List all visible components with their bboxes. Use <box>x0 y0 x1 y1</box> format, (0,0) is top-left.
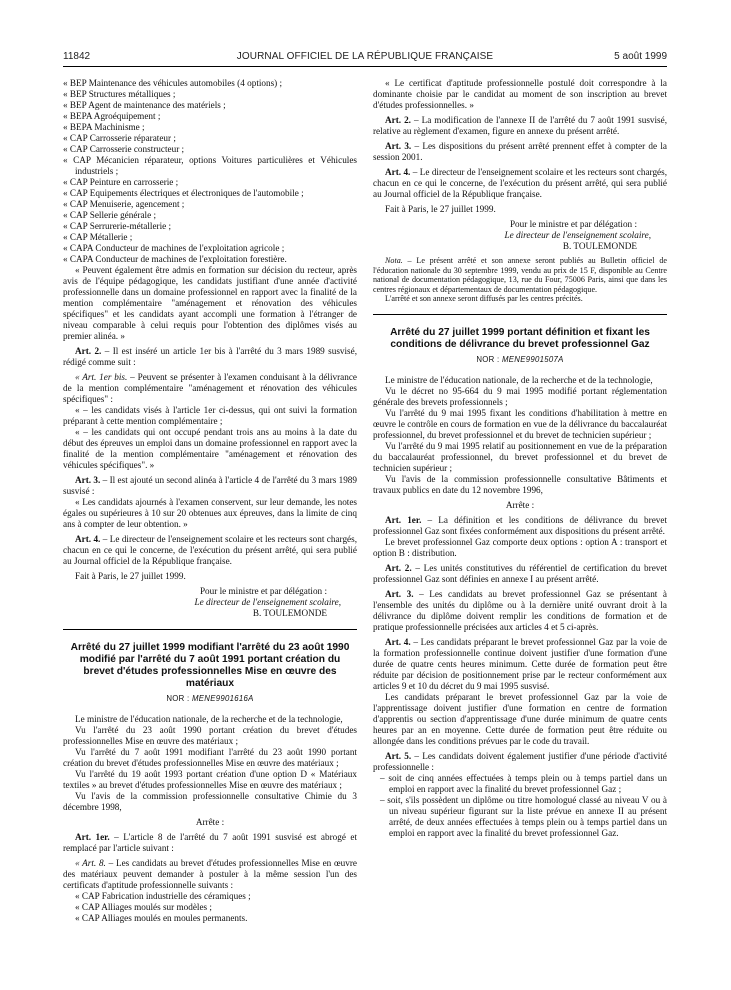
article-label: Art. 1er. <box>385 514 422 525</box>
preamble-line: Vu l'arrêté du 9 mai 1995 relatif au positionnement en vue de la préparation du baccalauréat professionnel, du brevet professionnel et du brevet de technicien supérieur ; <box>373 440 667 473</box>
preamble-line: Vu l'avis de la commission professionnelle consultative Bâtiments et travaux publics en date du 12 novembre 1996, <box>373 473 667 495</box>
article-label: Art. 3. <box>75 475 101 485</box>
article-2 <box>63 346 357 368</box>
preamble-line: Le ministre de l'éducation nationale, de la recherche et de la technologie, <box>75 714 343 724</box>
list-item: « – les candidats visés à l'article 1er ci-dessus, qui ont suivi la formation préparant à cette mention complémentaire ; <box>63 405 357 426</box>
list-item: « CAP Carrosserie constructeur ; <box>63 144 185 154</box>
list-item: « CAP Menuiserie, agencement ; <box>63 199 185 209</box>
article-8 <box>63 858 357 891</box>
article-3 <box>373 589 667 633</box>
article-text: – Peuvent se présenter à l'examen conduisant à la délivrance de la mention complémentaire "aménagement et rénovation des véhicules spécifiques" : <box>63 372 358 404</box>
article-3 <box>63 475 357 497</box>
list-item: « CAP Alliages moulés en moules permanents. <box>75 913 248 923</box>
nota-paragraph <box>373 256 667 294</box>
right-column <box>373 78 667 839</box>
list-item: « CAP Peinture en carrosserie ; <box>63 177 179 187</box>
article-label: Art. 4. <box>385 636 411 647</box>
list-item: « BEP Structures métalliques ; <box>63 89 176 99</box>
article-text: – Il est inséré un article 1er bis à l'arrêté du 3 mars 1989 susvisé, rédigé comme suit : <box>63 346 357 367</box>
preamble-line: Vu le décret no 95-664 du 9 mai 1995 modifié portant réglementation générale des brevets professionnels ; <box>373 385 667 407</box>
preamble-line: Vu l'arrêté du 9 mai 1995 fixant les conditions d'habilitation à mettre en œuvre le contrôle en cours de formation en vue de la délivrance du baccalauréat professionnel, du brevet professionnel et du brevet de technicien supérieur ; <box>373 407 667 440</box>
preamble-line: Vu l'arrêté du 23 août 1990 portant création du brevet d'études professionnelles Mise en œuvre des matériaux ; <box>63 725 357 746</box>
admission-paragraph: « Peuvent également être admis en formation sur décision du recteur, après avis de l'équipe pédagogique, les candidats justifiant d'une année d'activité professionnelle dans un domaine professionnel en rapport avec la finalité de la mention complémentaire "aménagement et rénovation des véhicules spécifiques" et les candidats ayant accompli une formation à l'étranger de niveau comparable à celui requis pour l'obtention des diplômes visés au premier alinéa. » <box>63 265 357 341</box>
decree-title: Arrêté du 27 juillet 1999 portant définition et fixant les conditions de délivrance du brevet professionnel Gaz <box>390 326 650 350</box>
nota-paragraph-2: L'arrêté et son annexe seront diffusés par les centres précités. <box>385 294 583 303</box>
article-label: Art. 4. <box>75 534 101 544</box>
article-text: – Les candidats doivent également justifier d'une période d'activité professionnelle : <box>373 750 667 772</box>
fait-line: Fait à Paris, le 27 juillet 1999. <box>385 204 496 214</box>
article-label: Art. 1er. <box>75 832 110 842</box>
signature-line: Pour le ministre et par délégation : <box>199 586 327 596</box>
article-4-paragraph: Les candidats préparant le brevet professionnel Gaz par la voie de l'apprentissage doivent justifier d'une formation en centre de formation d'apprentis ou section d'apprentissage d'une durée minimum de quatre cents heures par an en moyenne. Cette durée de formation peut être réduite ou allongée dans les conditions prévues par le code du travail. <box>373 691 667 746</box>
header-rule <box>63 66 667 67</box>
article-4 <box>373 637 667 692</box>
article-text: – L'article 8 de l'arrêté du 7 août 1991 susvisé est abrogé et remplacé par l'article suivant : <box>63 832 357 853</box>
section-divider <box>373 314 667 315</box>
article-2 <box>373 563 667 585</box>
article-text: – Les candidats au brevet professionnel Gaz se présentant à l'ensemble des unités du diplôme ou à la dernière unité ouvrant droit à la délivrance du diplôme doivent remplir les conditions de formation et de pratique professionnelle précisées aux articles 4 et 5 ci-après. <box>373 588 667 632</box>
article-label: Art. 4. <box>385 167 411 177</box>
signature-name: B. TOULEMONDE <box>252 608 327 618</box>
preamble-line: Vu l'arrêté du 19 août 1993 portant création d'une option D « Matériaux textiles » au brevet d'études professionnelles Mise en œuvre des matériaux ; <box>63 769 357 790</box>
article-5 <box>373 751 667 773</box>
arrete-heading: Arrête : <box>505 499 535 510</box>
nota-text: – Le présent arrêté et son annexe seront publiés au Bulletin officiel de l'éducation nationale du 30 septembre 1999, vendu au prix de 15 F, disponible au Centre national de documentation pédagogique, 13, rue du Four, 75006 Paris, ainsi que dans les centres régionaux et départementaux de documentation pédagogique. <box>373 256 667 294</box>
list-item: « – les candidats qui ont occupé pendant trois ans au moins à la date du début des épreuves un emploi dans un domaine professionnel en rapport avec la finalité de la mention complémentaire "aménagement et rénovation des véhicules spécifiques". » <box>63 427 357 470</box>
signature-title: Le directeur de l'enseignement scolaire, <box>194 597 341 607</box>
article-label: Art. 5. <box>385 750 412 761</box>
article-text: – La définition et les conditions de délivrance du brevet professionnel Gaz sont fixées conformément aux dispositions du présent arrêté. <box>373 514 667 536</box>
article-label: Art. 3. <box>385 141 412 151</box>
nor-code: MENE9901507A <box>501 354 564 364</box>
signature-title: Le directeur de l'enseignement scolaire, <box>504 230 651 240</box>
list-item: « CAP Equipements électriques et électroniques de l'automobile ; <box>63 188 304 198</box>
article-text: – Les unités constitutives du référentiel de certification du brevet professionnel Gaz sont définies en annexe I au présent arrêté. <box>373 562 667 584</box>
page-number: 11842 <box>63 51 91 62</box>
signature-name: B. TOULEMONDE <box>562 241 637 251</box>
list-item: « CAP Fabrication industrielle des céramiques ; <box>75 891 251 901</box>
nor-code: MENE9901616A <box>191 694 254 703</box>
article-2 <box>373 115 667 137</box>
quoted-paragraph: « Les candidats ajournés à l'examen conservent, sur leur demande, les notes égales ou supérieures à 10 sur 20 obtenues aux épreuves, dans la limite de cinq ans à compter de leur obtention. » <box>63 497 357 529</box>
list-item: « BEPA Machinisme ; <box>63 122 145 132</box>
list-item: – soit de cinq années effectuées à temps plein ou à temps partiel dans un emploi en rapport avec la finalité du brevet professionnel Gaz ; <box>380 772 667 794</box>
preamble-line: Le ministre de l'éducation nationale, de la recherche et de la technologie, <box>385 374 653 385</box>
list-item: – soit, s'ils possèdent un diplôme ou titre homologué classé au niveau V ou à un niveau supérieur figurant sur la liste prévue en annexe II au présent arrêté, de deux années effectuées à temps plein ou à temps partiel dans un emploi en rapport avec la finalité du brevet professionnel Gaz. <box>380 794 667 838</box>
list-item: « BEPA Agroéquipement ; <box>63 111 161 121</box>
list-item: « CAP Métallerie ; <box>63 232 133 242</box>
article-1-bis <box>63 372 357 405</box>
nota-label: Nota. <box>385 256 403 265</box>
nor-reference <box>373 354 667 365</box>
list-item: « CAP Mécanicien réparateur, options Voitures particulières et Véhicules industriels ; <box>63 155 357 176</box>
article-text: – Les dispositions du présent arrêté prennent effet à compter de la session 2001. <box>373 141 667 162</box>
preamble-line: Vu l'arrêté du 7 août 1991 modifiant l'arrêté du 23 août 1990 portant création du brevet d'études professionnelles Mise en œuvre des matériaux ; <box>63 747 357 768</box>
decree-title: Arrêté du 27 juillet 1999 modifiant l'arrêté du 23 août 1990 modifié par l'arrêté du 7 août 1991 portant création du brevet d'études professionnelles Mise en œuvre des matériaux <box>70 642 350 689</box>
journal-title: JOURNAL OFFICIEL DE LA RÉPUBLIQUE FRANÇAISE <box>236 51 494 62</box>
issue-date: 5 août 1999 <box>614 51 667 62</box>
list-item: « BEP Maintenance des véhicules automobiles (4 options) ; <box>63 78 283 88</box>
article-label: « Art. 8. <box>75 858 106 868</box>
nor-label: NOR : <box>166 694 190 703</box>
article-text: – Les candidats au brevet d'études professionnelles Mise en œuvre des matériaux peuvent demander à postuler à la même session l'un des certificats d'aptitude professionnelle suivants : <box>63 858 357 890</box>
article-label: Art. 2. <box>385 115 411 125</box>
arrete-heading: Arrête : <box>195 817 225 827</box>
article-1 <box>63 832 357 854</box>
article-4 <box>63 534 357 567</box>
page-header <box>63 51 667 67</box>
article-label: Art. 2. <box>75 346 102 356</box>
list-item: « CAPA Conducteur de machines de l'exploitation forestière. <box>63 254 287 264</box>
list-item: « CAP Serrurerie-métallerie ; <box>63 221 172 231</box>
list-item: « CAP Sellerie générale ; <box>63 210 157 220</box>
preamble-line: Vu l'avis de la commission professionnelle consultative Chimie du 3 décembre 1998, <box>63 791 357 812</box>
fait-line: Fait à Paris, le 27 juillet 1999. <box>75 571 186 581</box>
section-divider <box>63 629 357 630</box>
list-item: « CAPA Conducteur de machines de l'exploitation agricole ; <box>63 243 285 253</box>
list-item: « BEP Agent de maintenance des matériels ; <box>63 100 226 110</box>
article-3 <box>373 141 667 163</box>
diploma-list <box>63 78 357 265</box>
article-1-paragraph: Le brevet professionnel Gaz comporte deux options : option A : transport et option B : distribution. <box>373 536 667 558</box>
article-text: – La modification de l'annexe II de l'arrêté du 7 août 1991 susvisé, relative au règlement d'examen, figure en annexe du présent arrêté. <box>373 115 667 136</box>
article-text: – Le directeur de l'enseignement scolaire et les recteurs sont chargés, chacun en ce qui le concerne, de l'exécution du présent arrêté, qui sera publié au Journal officiel de la République française. <box>373 167 667 199</box>
nor-reference <box>63 693 357 704</box>
nor-label: NOR : <box>476 354 500 364</box>
article-text: – Les candidats préparant le brevet professionnel Gaz par la voie de la formation professionnelle continue doivent justifier d'une formation d'une durée de quatre cents heures minimum. Cette durée de formation peut être réduite par décision de positionnement prise par le recteur conformément aux articles 9 et 10 du décret du 9 mai 1995 susvisé. <box>373 636 668 691</box>
list-item: « CAP Carrosserie réparateur ; <box>63 133 176 143</box>
signature-line: Pour le ministre et par délégation : <box>509 219 637 229</box>
article-text: – Il est ajouté un second alinéa à l'article 4 de l'arrêté du 3 mars 1989 susvisé : <box>63 475 357 496</box>
list-item: « CAP Alliages moulés sur modèles ; <box>75 902 212 912</box>
article-1 <box>373 515 667 537</box>
certificate-paragraph: « Le certificat d'aptitude professionnelle postulé doit correspondre à la dominante choisie par le candidat au moment de son inscription au brevet d'études professionnelles. » <box>373 78 667 110</box>
article-label: Art. 2. <box>385 562 412 573</box>
article-label: « Art. 1er bis. <box>75 372 128 382</box>
article-4 <box>373 167 667 200</box>
left-column <box>63 78 357 924</box>
article-label: Art. 3. <box>385 588 414 599</box>
article-text: – Le directeur de l'enseignement scolaire et les recteurs sont chargés, chacun en ce qui le concerne, de l'exécution du présent arrêté, qui sera publié au Journal officiel de la République française. <box>63 534 357 566</box>
